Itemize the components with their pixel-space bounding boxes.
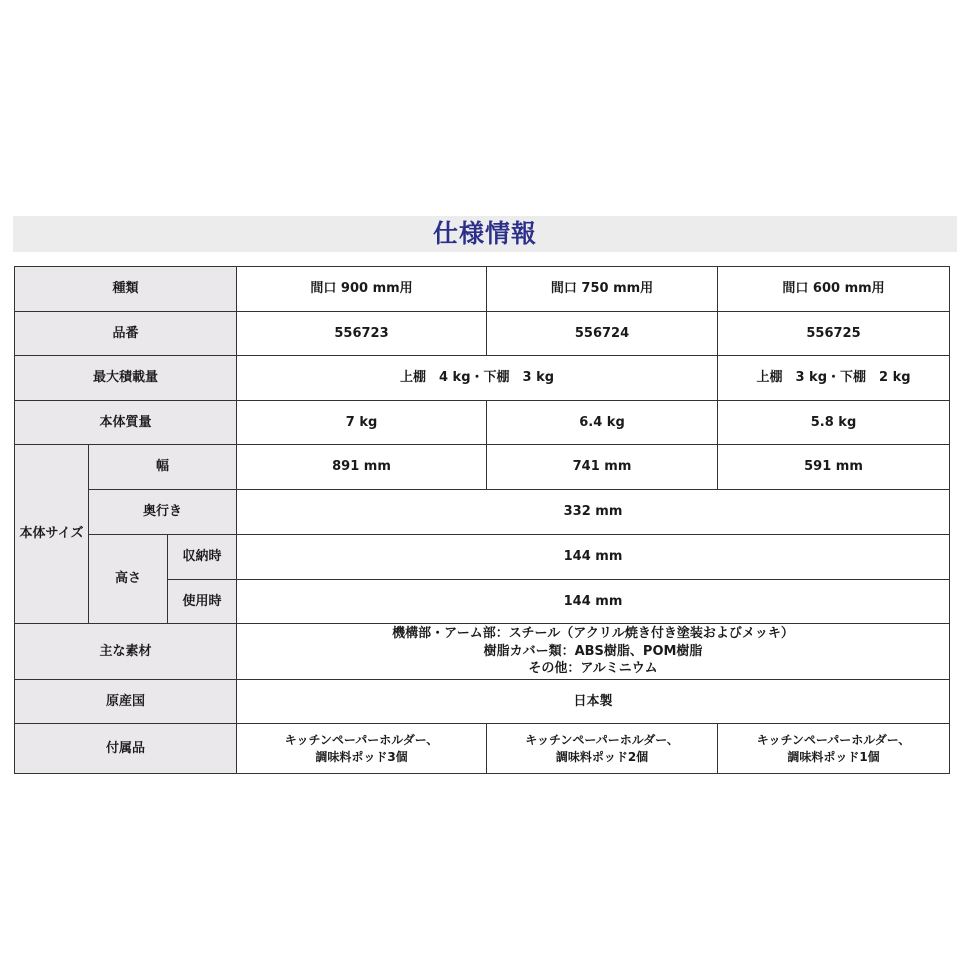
page-title: 仕様情報 <box>432 219 537 248</box>
cell-accessories-600 <box>718 724 950 774</box>
table-row-height-stored <box>15 535 950 580</box>
cell-weight-900: 7 kg <box>237 401 487 445</box>
cell-width-750: 741 mm <box>487 445 718 490</box>
row-label-type: 種類 <box>15 267 237 312</box>
accessory-line: キッチンペーパーホルダー、 <box>284 733 439 748</box>
row-label-materials: 主な素材 <box>15 624 237 680</box>
accessory-line: キッチンペーパーホルダー、 <box>525 733 679 748</box>
row-label-height: 高さ <box>89 535 168 624</box>
table-row-accessories <box>15 724 950 774</box>
table-row-origin <box>15 680 950 724</box>
cell-accessories-750 <box>487 724 718 774</box>
table-row-type <box>15 267 950 312</box>
row-label-stored: 収納時 <box>168 535 237 580</box>
row-label-depth: 奥行き <box>89 490 237 535</box>
table-row-materials <box>15 624 950 680</box>
cell-part-600: 556725 <box>718 312 950 356</box>
table-row-width <box>15 445 950 490</box>
cell-depth: 332 mm <box>237 490 950 535</box>
cell-type-900: 間口 900 mm用 <box>237 267 487 312</box>
cell-width-900: 891 mm <box>237 445 487 490</box>
row-label-origin: 原産国 <box>15 680 237 724</box>
row-label-weight: 本体質量 <box>15 401 237 445</box>
accessory-line: 調味料ポッド3個 <box>315 749 408 764</box>
cell-width-600: 591 mm <box>718 445 950 490</box>
cell-accessories-900 <box>237 724 487 774</box>
accessory-line: キッチンペーパーホルダー、 <box>756 733 911 748</box>
row-label-width: 幅 <box>89 445 237 490</box>
table-row-weight <box>15 401 950 445</box>
cell-part-900: 556723 <box>237 312 487 356</box>
materials-line: その他：アルミニウム <box>528 661 658 677</box>
cell-load-600: 上棚 3 kg・下棚 2 kg <box>718 356 950 401</box>
cell-type-600: 間口 600 mm用 <box>718 267 950 312</box>
materials-line: 機構部・アーム部：スチール（アクリル焼き付き塗装およびメッキ） <box>392 626 794 642</box>
cell-height-stored: 144 mm <box>237 535 950 580</box>
cell-height-in-use: 144 mm <box>237 580 950 624</box>
row-label-in-use: 使用時 <box>168 580 237 624</box>
cell-load-900-750: 上棚 4 kg・下棚 3 kg <box>237 356 718 401</box>
row-label-max-load: 最大積載量 <box>15 356 237 401</box>
cell-materials <box>237 624 950 680</box>
cell-origin: 日本製 <box>237 680 950 724</box>
cell-part-750: 556724 <box>487 312 718 356</box>
materials-line: 樹脂カバー類：ABS樹脂、POM樹脂 <box>483 643 703 659</box>
title-bar <box>13 216 957 252</box>
accessory-line: 調味料ポッド1個 <box>787 749 880 764</box>
row-label-accessories: 付属品 <box>15 724 237 774</box>
table-row-part-number <box>15 312 950 356</box>
cell-type-750: 間口 750 mm用 <box>487 267 718 312</box>
row-label-size: 本体サイズ <box>15 445 89 624</box>
spec-table <box>14 266 950 774</box>
cell-weight-600: 5.8 kg <box>718 401 950 445</box>
accessory-line: 調味料ポッド2個 <box>555 749 649 764</box>
cell-weight-750: 6.4 kg <box>487 401 718 445</box>
table-row-depth <box>15 490 950 535</box>
row-label-part-number: 品番 <box>15 312 237 356</box>
table-row-max-load <box>15 356 950 401</box>
